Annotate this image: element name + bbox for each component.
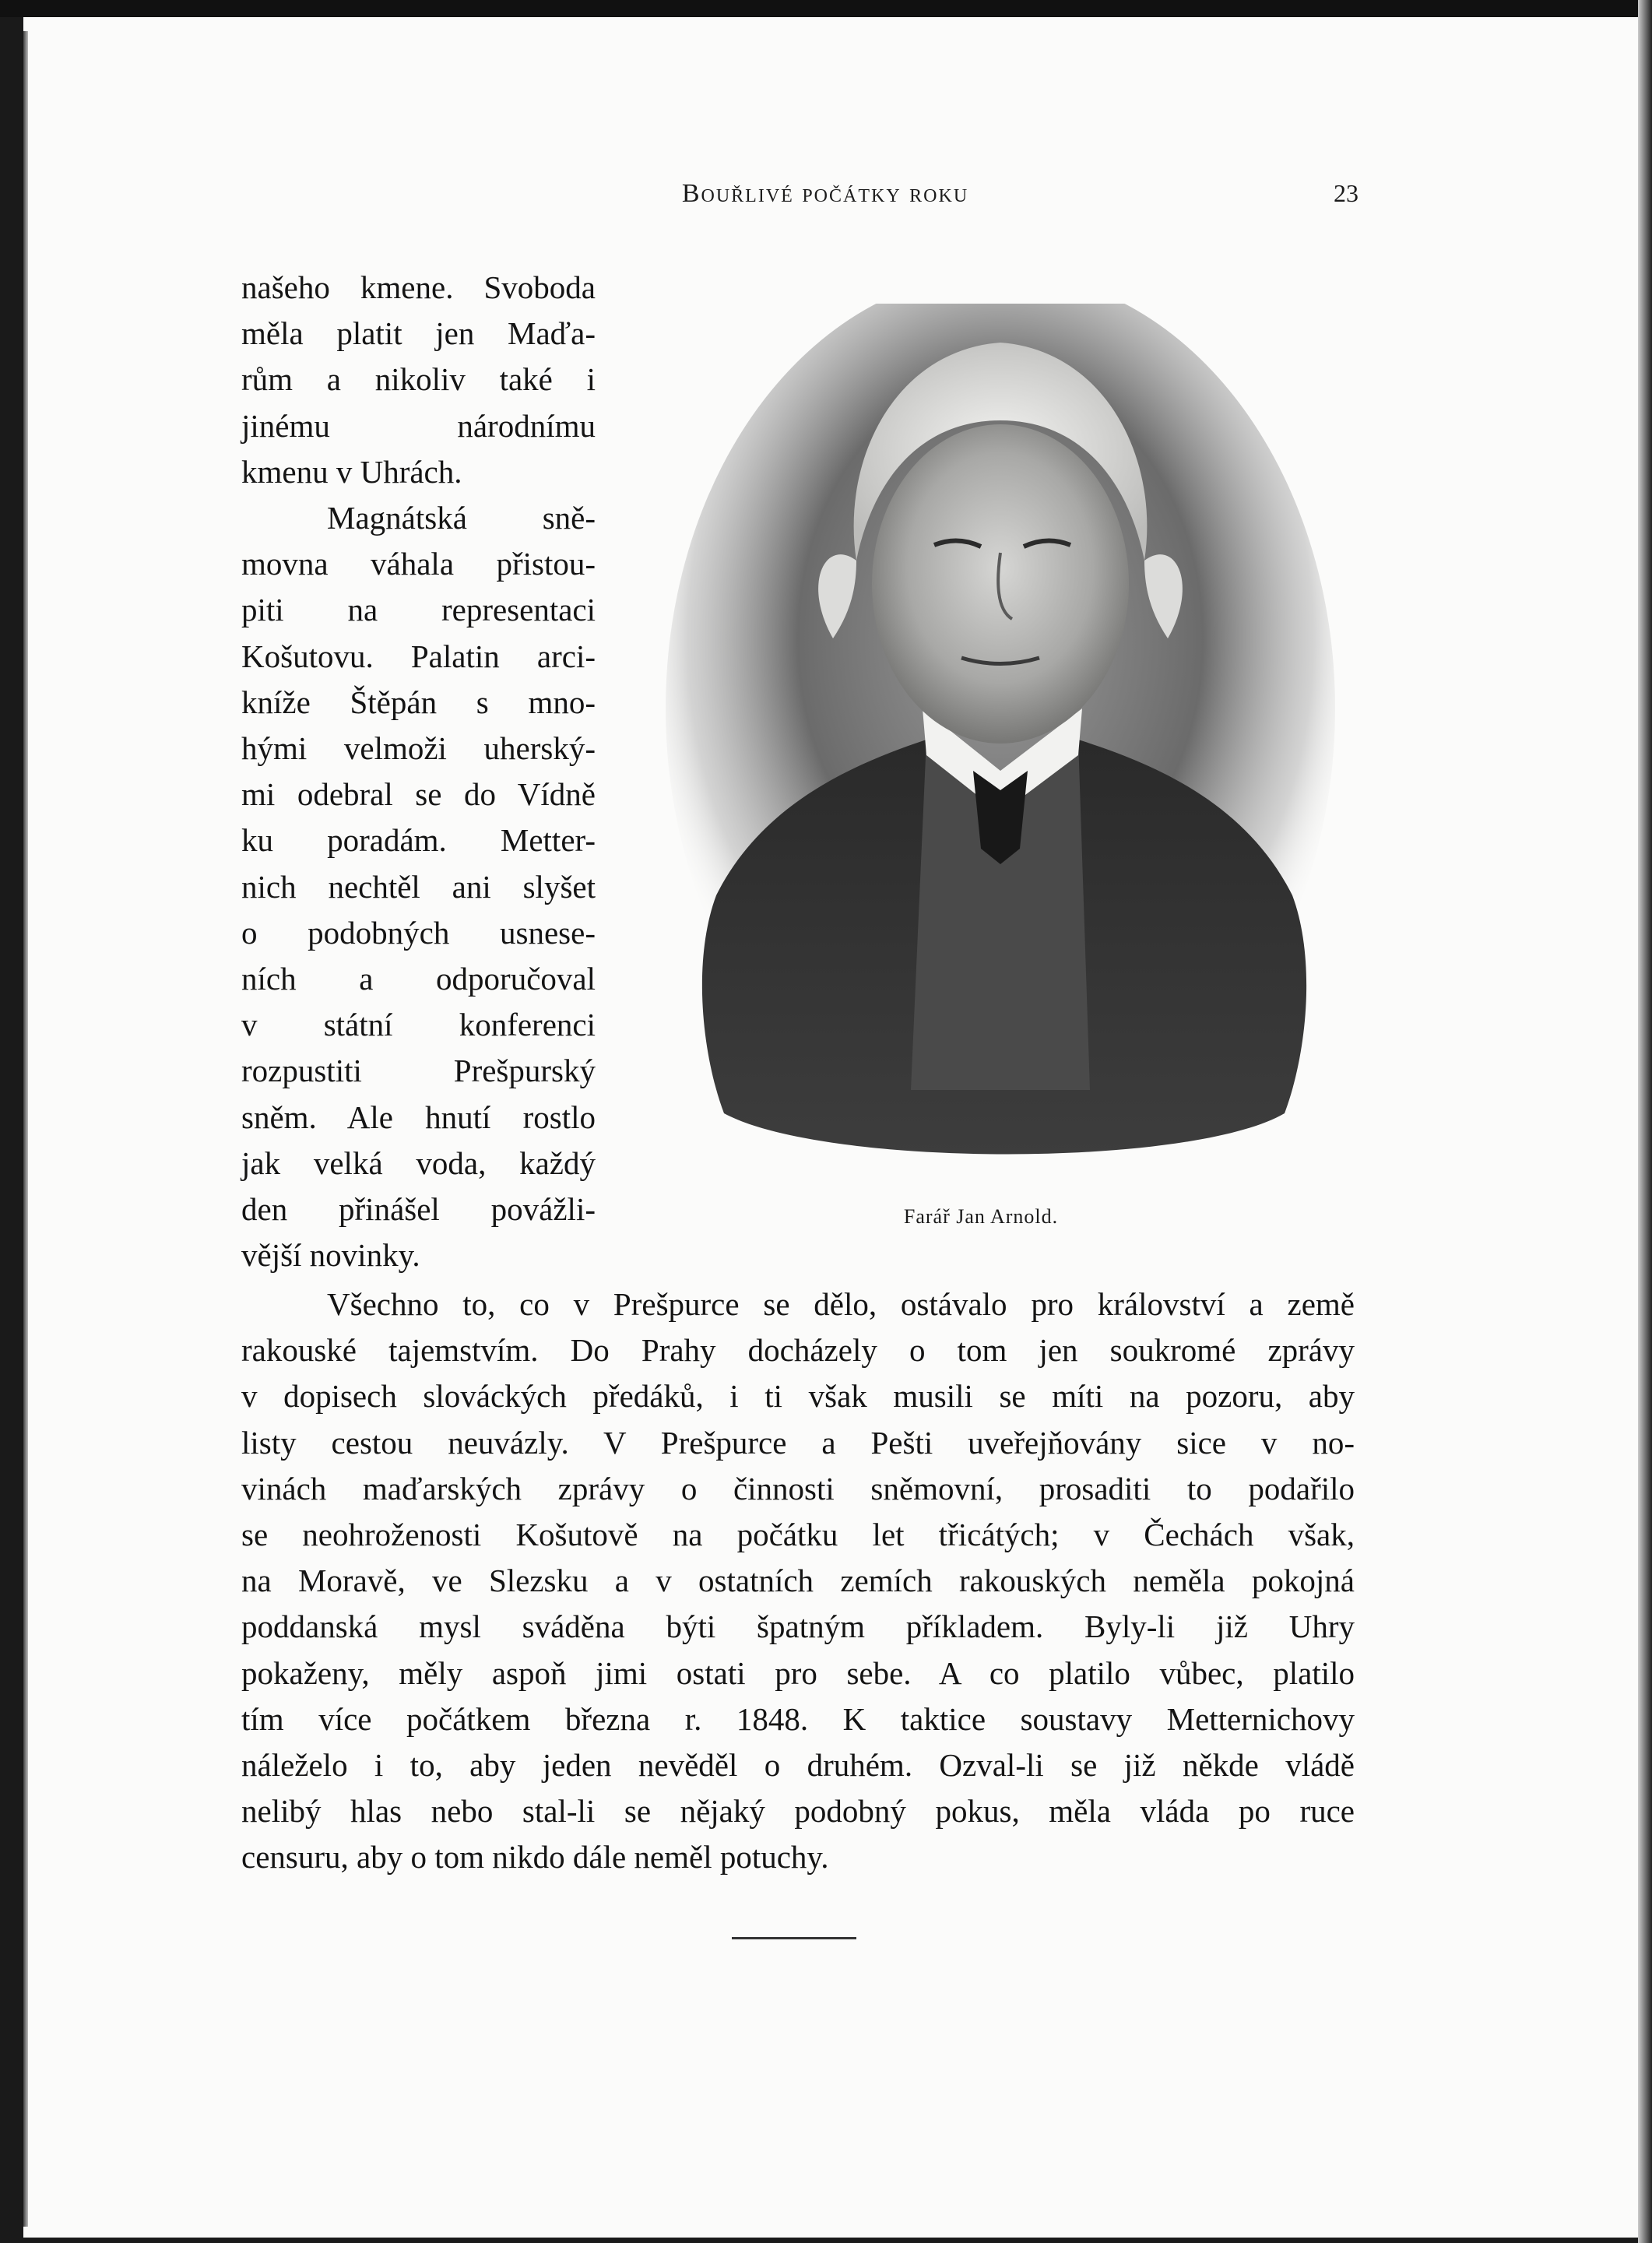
text-line: vinách maďarských zprávy o činnosti sněmovní, prosaditi to podařilo: [241, 1470, 1355, 1506]
text-line: vější novinky.: [241, 1237, 420, 1274]
page-gutter-shadow: [23, 31, 28, 2227]
text-line: movna váhala přistou-: [241, 546, 596, 582]
text-line: rakouské tajemstvím. Do Prahy docházely o tom jen soukromé zprávy: [241, 1332, 1355, 1369]
text-line: Magnátská sně-: [327, 500, 596, 536]
text-line: jak velká voda, každý: [241, 1144, 596, 1181]
text-line: ních a odporučoval: [241, 961, 596, 997]
text-line: tím více počátkem března r. 1848. K taktice soustavy Metternichovy: [241, 1700, 1355, 1737]
text-line: pokaženy, měly aspoň jimi ostati pro sebe. A co platilo vůbec, platilo: [241, 1654, 1355, 1691]
text-line: rozpustiti Prešpurský: [241, 1053, 596, 1089]
page-number: 23: [1334, 179, 1359, 207]
portrait-caption: Farář Jan Arnold.: [903, 1205, 1059, 1228]
running-head: Bouřlivé počátky roku: [681, 179, 969, 208]
scan-right-border: [1638, 0, 1652, 2243]
text-line: rům a nikoliv také i: [241, 361, 596, 398]
text-line: listy cestou neuvázly. V Prešpurce a Pešti uveřejňovány sice v no-: [241, 1424, 1355, 1461]
text-line: Košutovu. Palatin arci-: [241, 638, 596, 674]
text-line: o podobných usnese-: [241, 914, 596, 951]
body-paragraph: [241, 1281, 1355, 1881]
text-line: kmenu v Uhrách.: [241, 453, 462, 490]
text-line: se neohroženosti Košutově na počátku let třicátých; v Čechách však,: [241, 1517, 1355, 1553]
text-line: sněm. Ale hnutí rostlo: [241, 1099, 596, 1135]
text-line: v státní konferenci: [241, 1007, 596, 1043]
text-line: kníže Štěpán s mno-: [241, 684, 596, 720]
end-ornament-rule: [732, 1937, 856, 1942]
portrait-face: [872, 424, 1129, 744]
portrait-engraving: [646, 304, 1355, 1180]
text-line: mi odebral se do Vídně: [241, 776, 596, 813]
text-line: nich nechtěl ani slyšet: [241, 868, 596, 905]
text-line: poddanská mysl sváděna býti špatným příkladem. Byly-li již Uhry: [241, 1608, 1355, 1645]
scan-top-border: [0, 0, 1652, 17]
text-line: hými velmoži uherský-: [241, 730, 596, 767]
text-line: měla platit jen Maďa-: [241, 315, 596, 352]
text-line: náleželo i to, aby jeden nevěděl o druhém. Ozval-li se již někde vládě: [241, 1747, 1355, 1784]
text-line: našeho kmene. Svoboda: [241, 269, 596, 305]
text-line: nelibý hlas nebo stal-li se nějaký podobný pokus, měla vláda po ruce: [241, 1793, 1355, 1830]
text-line: Všechno to, co v Prešpurce se dělo, ostávalo pro království a země: [327, 1286, 1355, 1322]
text-line: v dopisech slováckých předáků, i ti však musili se míti na pozoru, aby: [241, 1378, 1355, 1415]
text-line: den přinášel povážli-: [241, 1191, 596, 1228]
text-line: ku poradám. Metter-: [241, 822, 596, 859]
text-line: piti na representaci: [241, 592, 596, 628]
text-line: censuru, aby o tom nikdo dále neměl potuchy.: [241, 1839, 829, 1876]
left-column-text: [241, 265, 596, 1278]
text-line: jinému národnímu: [241, 407, 596, 444]
text-line: na Moravě, ve Slezsku a v ostatních zemích rakouských neměla pokojná: [241, 1563, 1355, 1599]
